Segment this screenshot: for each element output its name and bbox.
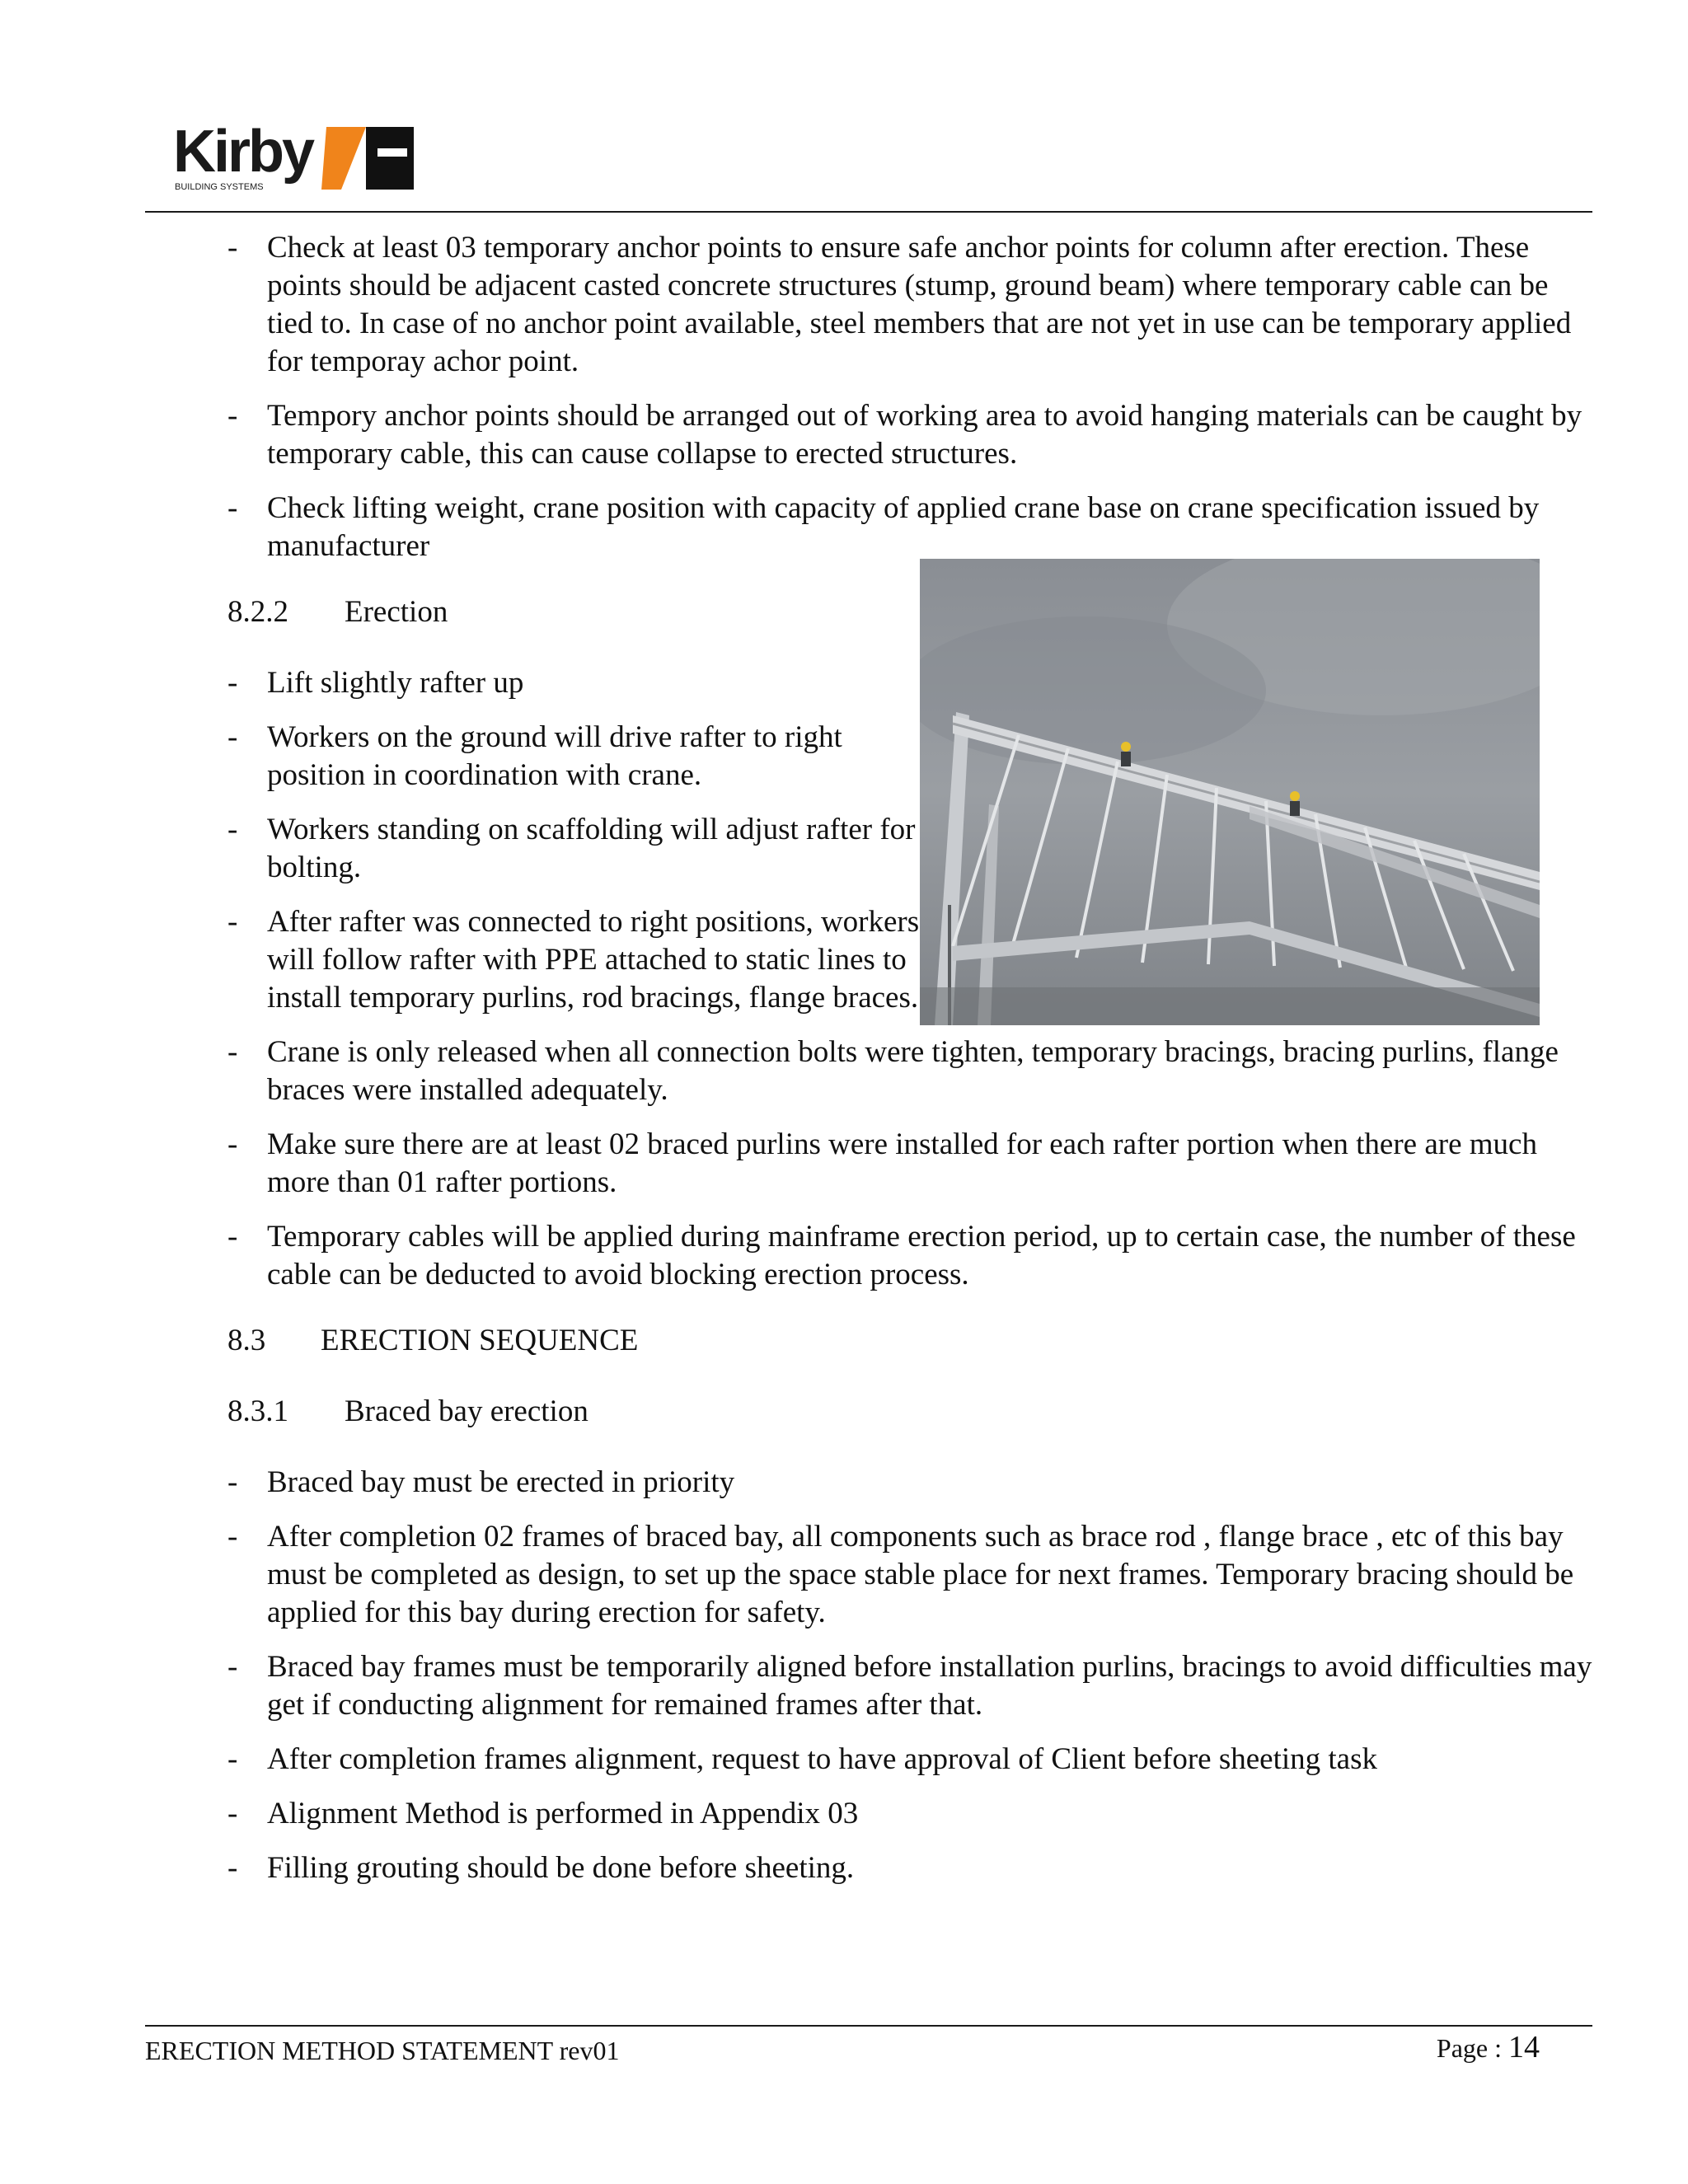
page-label: Page : bbox=[1436, 2033, 1502, 2063]
header-rule bbox=[145, 211, 1592, 213]
list-item-text: Temporary cables will be applied during mainframe erection period, up to certain case, the number of these cable can be deducted to avoid blocking erection process. bbox=[267, 1220, 1576, 1291]
section-title: Braced bay erection bbox=[345, 1394, 588, 1428]
bullet-dash: - bbox=[227, 399, 238, 433]
list-item bbox=[227, 1464, 1596, 1502]
list-item-text: After completion 02 frames of braced bay, all components such as brace rod , flange brace , etc of this bay must be completed as design, to set up the space stable place for next frames. Temporary bracing should be applied for this bay during erection for safety. bbox=[267, 1520, 1574, 1629]
list-item bbox=[227, 1648, 1596, 1724]
list-item-text: Check lifting weight, crane position with capacity of applied crane base on crane specification issued by manufacturer bbox=[267, 491, 1540, 563]
list-item-text: Alignment Method is performed in Appendix 03 bbox=[267, 1797, 859, 1830]
bullet-dash: - bbox=[227, 1851, 238, 1885]
bullet-list-top bbox=[227, 229, 1596, 565]
bullet-dash: - bbox=[227, 1035, 238, 1069]
list-item bbox=[227, 1218, 1596, 1294]
list-item-text: After completion frames alignment, request to have approval of Client before sheeting task bbox=[267, 1742, 1377, 1776]
list-item bbox=[227, 229, 1596, 381]
bullet-dash: - bbox=[227, 231, 238, 265]
bullet-dash: - bbox=[227, 1797, 238, 1830]
bullet-list-erection-wide bbox=[227, 1033, 1596, 1294]
list-item bbox=[227, 1795, 1596, 1833]
section-number: 8.3.1 bbox=[227, 1394, 288, 1428]
list-item-text: Filling grouting should be done before sheeting. bbox=[267, 1851, 855, 1885]
section-number: 8.3 bbox=[227, 1324, 266, 1357]
list-item bbox=[227, 1126, 1596, 1202]
list-item bbox=[227, 719, 935, 794]
section-heading-8-3-1 bbox=[227, 1393, 1596, 1431]
list-item-text: After rafter was connected to right positions, workers will follow rafter with PPE attached to static lines to install temporary purlins, rod bracings, flange braces. bbox=[267, 905, 920, 1015]
list-item-text: Tempory anchor points should be arranged out of working area to avoid hanging materials can be caught by temporary cable, this can cause collapse to erected structures. bbox=[267, 399, 1582, 471]
section-number: 8.2.2 bbox=[227, 595, 288, 629]
kirby-logo bbox=[171, 120, 419, 194]
bullet-dash: - bbox=[227, 813, 238, 846]
list-item-text: Check at least 03 temporary anchor points to ensure safe anchor points for column after erection. These points should be adjacent casted concrete structures (stump, ground beam) where temporary cable can be tied to. In case of no anchor point available, steel members that are not yet in use can be temporary applied for temporay achor point. bbox=[267, 231, 1572, 378]
footer-rule bbox=[145, 2025, 1592, 2027]
list-item-text: Crane is only released when all connection bolts were tighten, temporary bracings, bracing purlins, flange braces were installed adequately. bbox=[267, 1035, 1559, 1107]
list-item bbox=[227, 1849, 1596, 1887]
list-item-text: Make sure there are at least 02 braced purlins were installed for each rafter portion when there are much more than 01 rafter portions. bbox=[267, 1127, 1537, 1199]
section-title: ERECTION SEQUENCE bbox=[321, 1324, 639, 1357]
footer-page bbox=[1437, 2029, 1540, 2065]
bullet-list-braced-bay bbox=[227, 1464, 1596, 1887]
bullet-dash: - bbox=[227, 1127, 238, 1161]
list-item-text: Lift slightly rafter up bbox=[267, 666, 524, 700]
bullet-list-erection-narrow bbox=[227, 664, 1596, 1017]
list-item bbox=[227, 903, 935, 1017]
bullet-dash: - bbox=[227, 1465, 238, 1499]
list-item bbox=[227, 1518, 1596, 1632]
list-item-text: Workers standing on scaffolding will adjust rafter for bolting. bbox=[267, 813, 916, 884]
list-item bbox=[227, 397, 1596, 473]
bullet-dash: - bbox=[227, 1220, 238, 1254]
section-heading-8-3 bbox=[227, 1322, 1596, 1360]
svg-text:BUILDING SYSTEMS: BUILDING SYSTEMS bbox=[175, 182, 264, 192]
list-item-text: Braced bay frames must be temporarily aligned before installation purlins, bracings to avoid difficulties may get if conducting alignment for remained frames after that. bbox=[267, 1650, 1592, 1722]
list-item bbox=[227, 811, 935, 887]
list-item bbox=[227, 490, 1596, 565]
list-item bbox=[227, 1741, 1596, 1779]
svg-text:Kirby: Kirby bbox=[173, 120, 313, 185]
bullet-dash: - bbox=[227, 1520, 238, 1554]
list-item-text: Workers on the ground will drive rafter to right position in coordination with crane. bbox=[267, 720, 842, 792]
list-item-text: Braced bay must be erected in priority bbox=[267, 1465, 735, 1499]
page-number: 14 bbox=[1508, 2030, 1540, 2064]
bullet-dash: - bbox=[227, 491, 238, 525]
bullet-dash: - bbox=[227, 1650, 238, 1684]
bullet-dash: - bbox=[227, 666, 238, 700]
section-title: Erection bbox=[345, 595, 448, 629]
bullet-dash: - bbox=[227, 720, 238, 754]
footer-doc-title: ERECTION METHOD STATEMENT rev01 bbox=[145, 2036, 620, 2065]
list-item bbox=[227, 664, 935, 702]
bullet-dash: - bbox=[227, 905, 238, 939]
list-item bbox=[227, 1033, 1596, 1109]
bullet-dash: - bbox=[227, 1742, 238, 1776]
section-heading-8-2-2 bbox=[227, 593, 1596, 631]
